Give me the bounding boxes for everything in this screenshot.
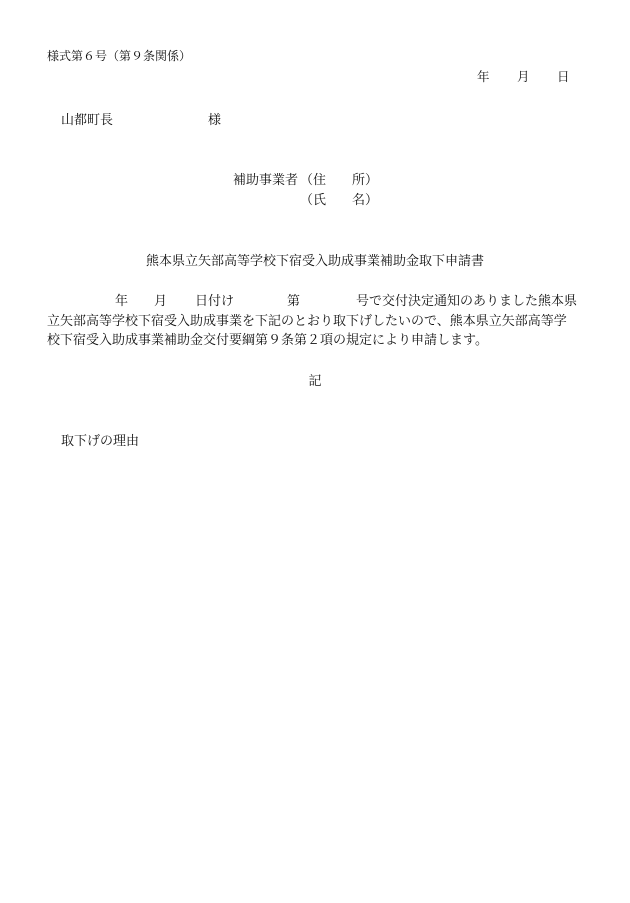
body-month-label: 月 [154, 294, 168, 309]
ki-marker: 記 [308, 374, 322, 389]
applicant-name-label: （氏 名） [300, 193, 379, 208]
body-line-1 [47, 290, 607, 308]
body-line-3: 校下宿受入助成事業補助金交付要綱第９条第２項の規定により申請します。 [47, 333, 488, 348]
body-line-1-text: 号で交付決定通知のありました熊本県 [356, 294, 578, 309]
addressee-honorific: 様 [208, 113, 222, 128]
body-dai-label: 第 [287, 294, 301, 309]
form-number: 様式第６号（第９条関係） [47, 49, 192, 63]
body-day-label: 日付け [195, 294, 235, 309]
date-month-label: 月 [517, 69, 530, 84]
body-year-label: 年 [115, 294, 129, 309]
reason-label: 取下げの理由 [61, 434, 140, 449]
date-day-label: 日 [557, 69, 570, 84]
body-line-2: 立矢部高等学校下宿受入助成事業を下記のとおり取下げしたいので、熊本県立矢部高等学 [47, 314, 567, 329]
applicant-address-label: （住 所） [300, 173, 379, 188]
date-year-label: 年 [477, 69, 490, 84]
document-title: 熊本県立矢部高等学校下宿受入助成事業補助金取下申請書 [145, 254, 484, 269]
addressee-name: 山都町長 [61, 113, 114, 128]
date-line [0, 67, 630, 85]
applicant-label: 補助事業者 [233, 173, 299, 188]
